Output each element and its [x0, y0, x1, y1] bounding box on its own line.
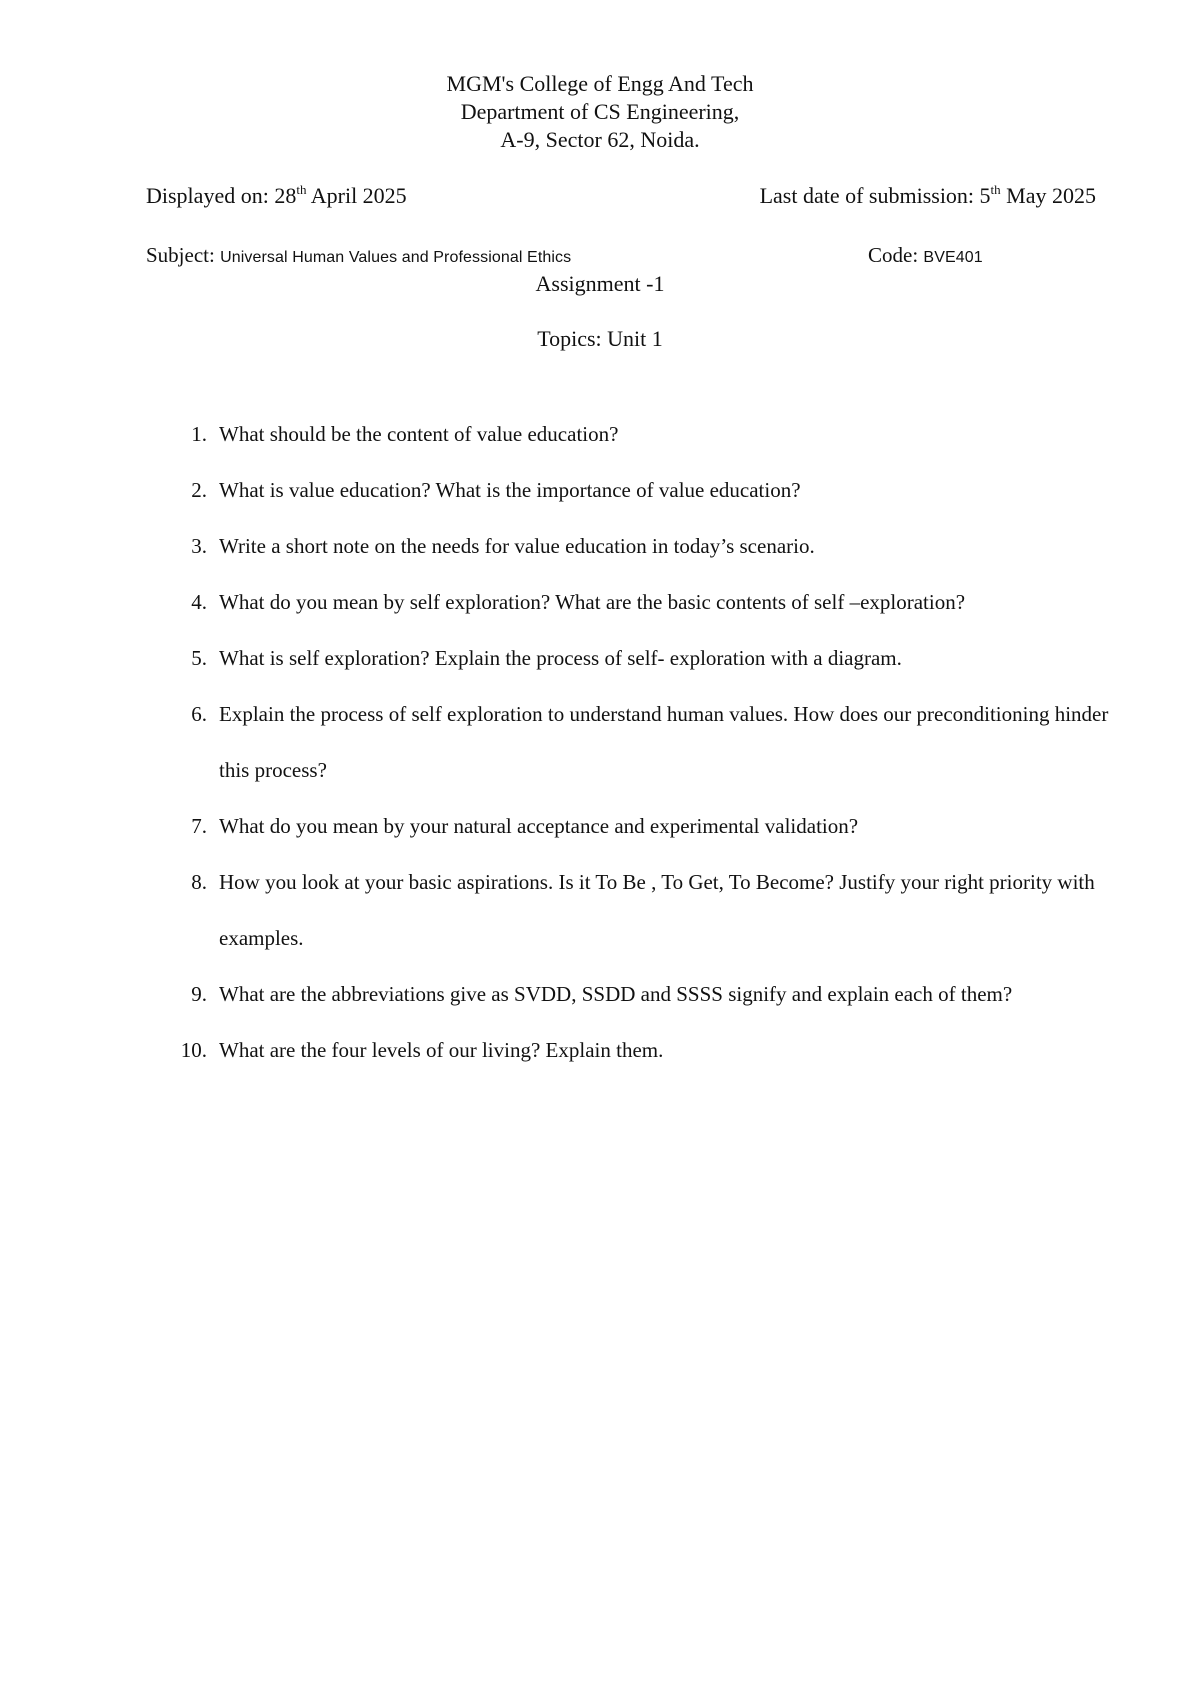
question-text: What do you mean by self exploration? What are the basic contents of self –exploration? — [219, 590, 966, 614]
assignment-title: Assignment -1 — [535, 271, 665, 296]
question-number: 2. — [191, 478, 207, 502]
question-number: 7. — [191, 814, 207, 838]
question-text: What is self exploration? Explain the process of self- exploration with a diagram. — [219, 646, 902, 670]
submission-suffix: th — [990, 182, 1001, 197]
subject-row — [146, 243, 1096, 271]
code-value: BVE401 — [923, 249, 983, 266]
submission-date-text: May 2025 — [1000, 183, 1096, 208]
displayed-on-date: April 2025 — [306, 183, 407, 208]
dates-row — [146, 183, 1096, 213]
question-item — [0, 462, 1200, 518]
subject — [146, 243, 571, 268]
question-item — [0, 1022, 1200, 1078]
question-list — [0, 406, 1200, 1078]
question-text: Explain the process of self exploration to understand human values. How does our preconditioning hinder this process? — [219, 702, 1109, 782]
question-number: 5. — [191, 646, 207, 670]
college-header — [0, 70, 1200, 154]
question-text: Write a short note on the needs for value education in today’s scenario. — [219, 534, 815, 558]
question-number: 3. — [191, 534, 207, 558]
displayed-on — [146, 183, 407, 209]
question-text: What do you mean by your natural acceptance and experimental validation? — [219, 814, 859, 838]
question-item — [0, 574, 1200, 630]
question-number: 4. — [191, 590, 207, 614]
question-text: What is value education? What is the importance of value education? — [219, 478, 801, 502]
subject-label: Subject: — [146, 243, 221, 267]
submission-date — [760, 183, 1096, 209]
question-item — [0, 686, 1200, 798]
question-text: What are the four levels of our living? Explain them. — [219, 1038, 664, 1062]
question-text: What are the abbreviations give as SVDD, SSDD and SSSS signify and explain each of them? — [219, 982, 1013, 1006]
displayed-on-suffix: th — [296, 182, 307, 197]
question-item — [0, 854, 1200, 966]
question-text: What should be the content of value education? — [219, 422, 619, 446]
submission-label: Last date of submission: 5 — [759, 183, 991, 208]
question-number: 9. — [191, 982, 207, 1006]
course-code — [868, 243, 983, 268]
question-item — [0, 406, 1200, 462]
displayed-on-label: Displayed on: 28 — [146, 183, 297, 208]
college-address: A-9, Sector 62, Noida. — [500, 127, 700, 152]
question-text: How you look at your basic aspirations. Is it To Be , To Get, To Become? Justify your right priority with examples. — [219, 870, 1095, 950]
question-item — [0, 518, 1200, 574]
question-number: 8. — [191, 870, 207, 894]
topics-line: Topics: Unit 1 — [537, 326, 663, 351]
question-number: 10. — [180, 1038, 207, 1062]
question-item — [0, 798, 1200, 854]
question-item — [0, 966, 1200, 1022]
department-name: Department of CS Engineering, — [460, 99, 740, 124]
code-label: Code: — [868, 243, 924, 267]
college-name: MGM's College of Engg And Tech — [446, 71, 754, 96]
question-item — [0, 630, 1200, 686]
question-number: 1. — [191, 422, 207, 446]
question-number: 6. — [191, 702, 207, 726]
subject-value: Universal Human Values and Professional Ethics — [220, 249, 572, 266]
